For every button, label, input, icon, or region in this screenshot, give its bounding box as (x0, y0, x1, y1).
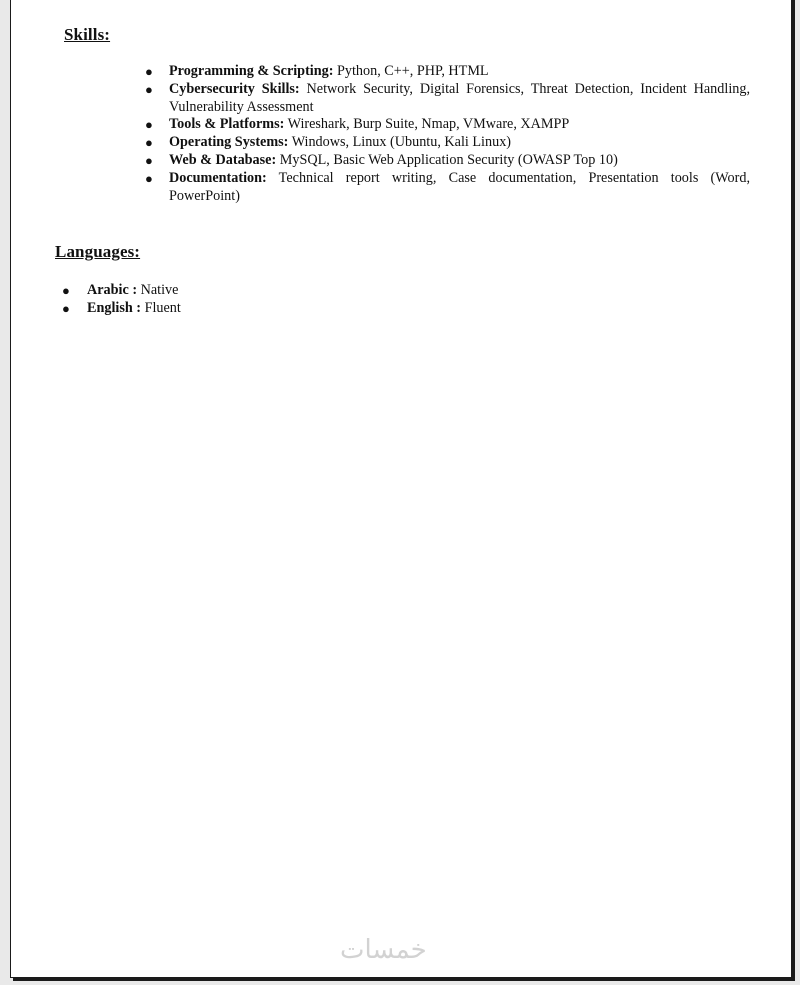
watermark-logo: خمسات (340, 935, 427, 965)
skill-label: Operating Systems: (169, 134, 289, 151)
language-level: Fluent (141, 299, 181, 316)
languages-heading: Languages: (55, 242, 141, 261)
bullet-icon: ● (145, 152, 153, 168)
list-item (142, 152, 750, 170)
skills-heading: Skills: (64, 25, 111, 44)
skill-text: Windows, Linux (Ubuntu, Kali Linux) (288, 134, 512, 151)
bullet-icon: ● (145, 135, 153, 151)
skill-label: Web & Database: (169, 151, 277, 168)
language-label: Arabic : (87, 282, 138, 298)
language-level: Native (137, 282, 179, 298)
skill-text: Python, C++, PHP, HTML (333, 63, 489, 79)
bullet-icon: ● (145, 64, 153, 79)
list-item (59, 300, 359, 318)
skill-text: Wireshark, Burp Suite, Nmap, VMware, XAMPP (284, 116, 570, 133)
bullet-icon: ● (145, 170, 153, 186)
skills-list (142, 63, 750, 205)
bullet-icon: ● (62, 300, 70, 316)
list-item (142, 116, 750, 134)
bullet-icon: ● (145, 117, 153, 133)
list-item (142, 81, 750, 117)
skill-label: Tools & Platforms: (169, 116, 285, 133)
skill-text: Technical report writing, Case documentation, Presentation tools (Word, PowerPoint) (169, 169, 750, 204)
list-item (142, 134, 750, 152)
list-item (59, 282, 359, 300)
languages-list (59, 282, 359, 318)
bullet-icon: ● (62, 283, 70, 298)
list-item (142, 63, 750, 81)
list-item (142, 170, 750, 206)
skill-label: Cybersecurity Skills: (169, 80, 300, 97)
skill-text: Network Security, Digital Forensics, Threat Detection, Incident Handling, Vulnerability Assessment (169, 80, 750, 115)
skill-text: MySQL, Basic Web Application Security (OWASP Top 10) (276, 151, 618, 168)
skill-label: Programming & Scripting: (169, 63, 334, 79)
bullet-icon: ● (145, 81, 153, 97)
skill-label: Documentation: (169, 169, 267, 186)
language-label: English : (87, 299, 142, 316)
document-page (10, 0, 792, 978)
